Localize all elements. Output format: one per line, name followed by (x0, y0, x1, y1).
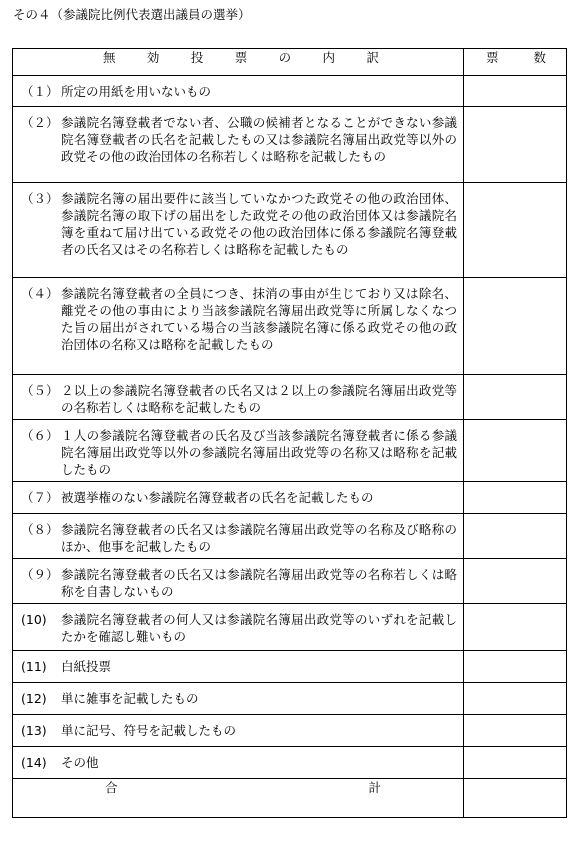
row-description: 単に記号、符号を記載したもの (61, 723, 237, 738)
row-content-cell (13, 76, 464, 107)
row-content-cell (13, 683, 464, 715)
row-content-cell (13, 747, 464, 779)
table-row (13, 76, 567, 107)
row-number: （６） (21, 428, 59, 443)
row-number: （９） (21, 567, 59, 582)
header-char: 投 (190, 50, 204, 65)
header-char: 票 (234, 50, 248, 65)
row-description: 参議院名簿登載者の何人又は参議院名簿届出政党等のいずれを記載したかを確認し難いもの (61, 612, 457, 644)
table-row (13, 559, 567, 604)
row-description: ２以上の参議院名簿登載者の氏名又は２以上の参議院名簿届出政党等の名称若しくは略称を記載したもの (61, 383, 457, 415)
total-char: 計 (368, 780, 381, 795)
row-content-cell (13, 107, 464, 183)
row-content-cell (13, 559, 464, 604)
header-count-label (464, 49, 566, 66)
table-row (13, 514, 567, 559)
total-char: 合 (105, 780, 118, 795)
table-row (13, 278, 567, 375)
row-content-cell (13, 375, 464, 420)
row-description: 所定の用紙を用いないもの (61, 84, 212, 99)
table-header-row (13, 49, 567, 76)
table-row (13, 651, 567, 683)
row-number: (13) (21, 723, 47, 738)
vote-count-cell[interactable] (464, 107, 567, 183)
row-content-cell (13, 604, 464, 651)
row-number: （４） (21, 286, 59, 301)
header-char: 訳 (366, 50, 379, 65)
row-content-cell (13, 651, 464, 683)
row-number: （３） (21, 191, 59, 206)
row-number: (14) (21, 755, 47, 770)
table-row (13, 107, 567, 183)
table-row (13, 183, 567, 278)
header-content-label (13, 49, 463, 66)
total-count-cell[interactable] (464, 779, 567, 818)
row-content-cell (13, 278, 464, 375)
row-description: １人の参議院名簿登載者の氏名及び当該参議院名簿登載者に係る参議院名簿届出政党等以外の参議院名簿届出政党等の名称又は略称を記載したもの (61, 428, 457, 477)
page-title: その４（参議院比例代表選出議員の選挙） (13, 7, 251, 22)
invalid-votes-table (12, 48, 567, 818)
row-content-cell (13, 482, 464, 514)
vote-count-cell[interactable] (464, 715, 567, 747)
vote-count-cell[interactable] (464, 559, 567, 604)
row-content-cell (13, 715, 464, 747)
row-number: （８） (21, 522, 59, 537)
table-row (13, 604, 567, 651)
vote-count-cell[interactable] (464, 683, 567, 715)
table-row (13, 683, 567, 715)
table-row (13, 715, 567, 747)
row-number: （７） (21, 490, 59, 505)
table-row (13, 420, 567, 482)
total-row (13, 779, 567, 818)
vote-count-cell[interactable] (464, 514, 567, 559)
row-content-cell (13, 514, 464, 559)
row-description: 参議院名簿登載者でない者、公職の候補者となることができない参議院名簿登載者の氏名を記載したもの又は参議院名簿届出政党等以外の政党その他の政治団体の名称若しくは略称を記載したもの (61, 115, 457, 164)
vote-count-cell[interactable] (464, 747, 567, 779)
row-number: (10) (21, 612, 47, 627)
vote-count-cell[interactable] (464, 278, 567, 375)
table-row (13, 482, 567, 514)
header-content-cell (13, 49, 464, 76)
row-description: 単に雑事を記載したもの (61, 691, 199, 706)
row-content-cell (13, 420, 464, 482)
total-label-cell (13, 779, 464, 818)
header-char: 内 (322, 50, 336, 65)
row-description: 白紙投票 (61, 659, 112, 674)
row-description: 被選挙権のない参議院名簿登載者の氏名を記載したもの (61, 490, 374, 505)
table-row (13, 747, 567, 779)
header-char: 効 (146, 50, 160, 65)
header-count-cell (464, 49, 567, 76)
header-char: 票 (486, 50, 499, 65)
row-number: （１） (21, 84, 59, 99)
row-content-cell (13, 183, 464, 278)
row-description: その他 (61, 755, 99, 770)
header-char: 数 (533, 50, 546, 65)
row-number: （２） (21, 115, 59, 130)
vote-count-cell[interactable] (464, 183, 567, 278)
header-char: の (278, 50, 292, 65)
vote-count-cell[interactable] (464, 604, 567, 651)
row-number: (12) (21, 691, 47, 706)
row-number: （５） (21, 383, 59, 398)
row-description: 参議院名簿登載者の氏名又は参議院名簿届出政党等の名称及び略称のほか、他事を記載したもの (61, 522, 457, 554)
row-description: 参議院名簿登載者の氏名又は参議院名簿届出政党等の名称若しくは略称を自書しないもの (61, 567, 457, 599)
row-description: 参議院名簿登載者の全員につき、抹消の事由が生じており又は除名、離党その他の事由により当該参議院名簿届出政党等に所属しなくなつた旨の届出がされている場合の当該参議院名簿に係る政党その他の政治団体の名称又は略称を記載したもの (61, 286, 457, 352)
total-label (13, 779, 463, 796)
table-row (13, 375, 567, 420)
vote-count-cell[interactable] (464, 482, 567, 514)
header-char: 無 (103, 50, 116, 65)
vote-count-cell[interactable] (464, 76, 567, 107)
row-description: 参議院名簿の届出要件に該当していなかつた政党その他の政治団体、参議院名簿の取下げの届出をした政党その他の政治団体又は参議院名簿を重ねて届け出ている政党その他の政治団体に係る参議院名簿登載者の氏名又はその名称若しくは略称を記載したもの (61, 191, 457, 257)
row-number: (11) (21, 659, 47, 674)
vote-count-cell[interactable] (464, 375, 567, 420)
vote-count-cell[interactable] (464, 420, 567, 482)
vote-count-cell[interactable] (464, 651, 567, 683)
